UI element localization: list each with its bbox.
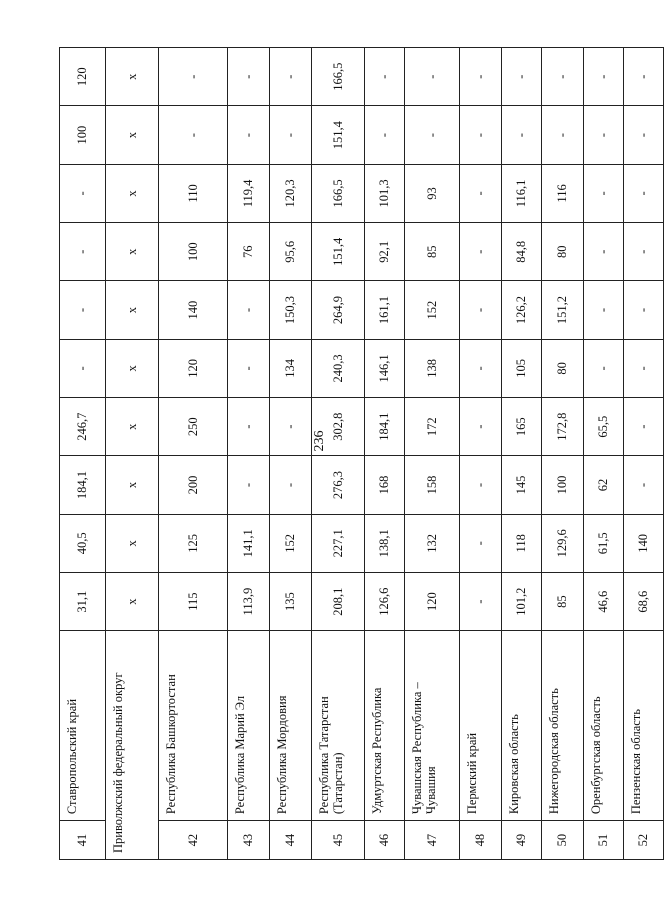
value-cell: 161,1 — [365, 281, 405, 339]
value-cell: - — [270, 106, 312, 164]
value-cell: - — [624, 223, 664, 281]
value-cell: 140 — [624, 514, 664, 572]
page-number: 236 — [312, 430, 327, 452]
value-cell: 129,6 — [542, 514, 584, 572]
region-name-cell: Удмуртская Республика — [365, 631, 405, 821]
value-cell: - — [624, 106, 664, 164]
table-body — [60, 48, 664, 860]
value-cell: 93 — [405, 164, 460, 222]
value-cell: - — [460, 48, 502, 106]
value-cell: х — [106, 48, 159, 106]
value-cell: 31,1 — [60, 572, 106, 630]
value-cell: - — [405, 106, 460, 164]
value-cell: - — [60, 339, 106, 397]
value-cell: - — [228, 281, 270, 339]
value-cell: - — [460, 164, 502, 222]
value-cell: 95,6 — [270, 223, 312, 281]
table-row — [106, 48, 159, 860]
value-cell: - — [624, 48, 664, 106]
table-row — [365, 48, 405, 860]
value-cell: 146,1 — [365, 339, 405, 397]
value-cell: - — [584, 164, 624, 222]
region-name-cell: Республика Марий Эл — [228, 631, 270, 821]
value-cell: - — [584, 339, 624, 397]
value-cell: 158 — [405, 456, 460, 514]
row-number-cell: 44 — [270, 821, 312, 860]
table-row — [405, 48, 460, 860]
value-cell: - — [624, 339, 664, 397]
value-cell: 115 — [159, 572, 228, 630]
row-number-cell: 52 — [624, 821, 664, 860]
value-cell: - — [502, 106, 542, 164]
value-cell: - — [460, 514, 502, 572]
value-cell: 166,5 — [312, 164, 365, 222]
value-cell: - — [542, 106, 584, 164]
value-cell: 40,5 — [60, 514, 106, 572]
region-name-cell: Кировская область — [502, 631, 542, 821]
value-cell: 276,3 — [312, 456, 365, 514]
value-cell: - — [60, 164, 106, 222]
value-cell: 172,8 — [542, 398, 584, 456]
value-cell: 168 — [365, 456, 405, 514]
table-row — [270, 48, 312, 860]
value-cell: 184,1 — [365, 398, 405, 456]
value-cell: - — [159, 48, 228, 106]
value-cell: 208,1 — [312, 572, 365, 630]
value-cell: х — [106, 223, 159, 281]
value-cell: - — [584, 223, 624, 281]
value-cell: 184,1 — [60, 456, 106, 514]
region-name-cell: Республика Мордовия — [270, 631, 312, 821]
row-number-cell: 46 — [365, 821, 405, 860]
value-cell: - — [502, 48, 542, 106]
value-cell: - — [460, 456, 502, 514]
value-cell: - — [460, 572, 502, 630]
value-cell: - — [460, 398, 502, 456]
value-cell: 132 — [405, 514, 460, 572]
value-cell: 76 — [228, 223, 270, 281]
region-name-cell: Ставропольский край — [60, 631, 106, 821]
value-cell: 92,1 — [365, 223, 405, 281]
value-cell: 138,1 — [365, 514, 405, 572]
table-row — [60, 48, 106, 860]
region-name-cell: Оренбургская область — [584, 631, 624, 821]
value-cell: 172 — [405, 398, 460, 456]
row-number-cell: 50 — [542, 821, 584, 860]
value-cell: 264,9 — [312, 281, 365, 339]
value-cell: 126,2 — [502, 281, 542, 339]
value-cell: 84,8 — [502, 223, 542, 281]
value-cell: 125 — [159, 514, 228, 572]
value-cell: 140 — [159, 281, 228, 339]
table-row — [502, 48, 542, 860]
value-cell: 240,3 — [312, 339, 365, 397]
value-cell: 118 — [502, 514, 542, 572]
row-number-cell: 47 — [405, 821, 460, 860]
row-number-cell: 41 — [60, 821, 106, 860]
value-cell: 65,5 — [584, 398, 624, 456]
value-cell: - — [624, 456, 664, 514]
value-cell: - — [159, 106, 228, 164]
row-number-cell: 51 — [584, 821, 624, 860]
value-cell: - — [228, 48, 270, 106]
value-cell: - — [584, 281, 624, 339]
value-cell: - — [270, 456, 312, 514]
row-number-cell: 43 — [228, 821, 270, 860]
value-cell: х — [106, 281, 159, 339]
table-row — [312, 48, 365, 860]
value-cell: - — [270, 398, 312, 456]
value-cell: 120 — [60, 48, 106, 106]
value-cell: - — [624, 398, 664, 456]
value-cell: 62 — [584, 456, 624, 514]
table-row — [542, 48, 584, 860]
value-cell: х — [106, 456, 159, 514]
value-cell: 145 — [502, 456, 542, 514]
value-cell: - — [365, 48, 405, 106]
table-row — [159, 48, 228, 860]
value-cell: 166,5 — [312, 48, 365, 106]
value-cell: 116 — [542, 164, 584, 222]
value-cell: 68,6 — [624, 572, 664, 630]
value-cell: 152 — [270, 514, 312, 572]
value-cell: 61,5 — [584, 514, 624, 572]
value-cell: 110 — [159, 164, 228, 222]
value-cell: 120,3 — [270, 164, 312, 222]
value-cell: - — [460, 339, 502, 397]
data-table — [59, 47, 664, 860]
region-name-cell: Чувашская Республика – Чувашия — [405, 631, 460, 821]
value-cell: - — [460, 106, 502, 164]
value-cell: х — [106, 106, 159, 164]
value-cell: - — [60, 223, 106, 281]
value-cell: 246,7 — [60, 398, 106, 456]
value-cell: 151,4 — [312, 223, 365, 281]
value-cell: - — [584, 106, 624, 164]
value-cell: 250 — [159, 398, 228, 456]
value-cell: 151,2 — [542, 281, 584, 339]
rotated-table-container — [59, 47, 651, 860]
table-row — [228, 48, 270, 860]
value-cell: 113,9 — [228, 572, 270, 630]
value-cell: 85 — [405, 223, 460, 281]
district-cell: Приволжский федеральный округ — [106, 631, 159, 860]
value-cell: 141,1 — [228, 514, 270, 572]
value-cell: - — [584, 48, 624, 106]
value-cell: 80 — [542, 223, 584, 281]
value-cell: 100 — [159, 223, 228, 281]
value-cell: - — [624, 164, 664, 222]
value-cell: 151,4 — [312, 106, 365, 164]
region-name-cell: Нижегородская область — [542, 631, 584, 821]
row-number-cell: 48 — [460, 821, 502, 860]
value-cell: 152 — [405, 281, 460, 339]
value-cell: - — [624, 281, 664, 339]
value-cell: 126,6 — [365, 572, 405, 630]
region-name-cell: Пензенская область — [624, 631, 664, 821]
value-cell: - — [405, 48, 460, 106]
value-cell: 227,1 — [312, 514, 365, 572]
value-cell: - — [542, 48, 584, 106]
value-cell: 100 — [60, 106, 106, 164]
value-cell: 302,8 — [312, 398, 365, 456]
value-cell: 150,3 — [270, 281, 312, 339]
value-cell: 120 — [405, 572, 460, 630]
table-row — [584, 48, 624, 860]
value-cell: 80 — [542, 339, 584, 397]
value-cell: 101,3 — [365, 164, 405, 222]
value-cell: 135 — [270, 572, 312, 630]
table-viewport — [59, 47, 651, 860]
value-cell: 116,1 — [502, 164, 542, 222]
value-cell: 200 — [159, 456, 228, 514]
table-row — [624, 48, 664, 860]
row-number-cell: 42 — [159, 821, 228, 860]
value-cell: 119,4 — [228, 164, 270, 222]
value-cell: х — [106, 572, 159, 630]
value-cell: 138 — [405, 339, 460, 397]
value-cell: 100 — [542, 456, 584, 514]
value-cell: - — [228, 339, 270, 397]
value-cell: 46,6 — [584, 572, 624, 630]
row-number-cell: 49 — [502, 821, 542, 860]
value-cell: - — [460, 281, 502, 339]
value-cell: 134 — [270, 339, 312, 397]
value-cell: - — [365, 106, 405, 164]
row-number-cell: 45 — [312, 821, 365, 860]
value-cell: - — [228, 456, 270, 514]
value-cell: 105 — [502, 339, 542, 397]
value-cell: х — [106, 514, 159, 572]
value-cell: х — [106, 339, 159, 397]
value-cell: - — [270, 48, 312, 106]
value-cell: х — [106, 398, 159, 456]
table-row — [460, 48, 502, 860]
value-cell: - — [60, 281, 106, 339]
region-name-cell: Республика Татарстан (Татарстан) — [312, 631, 365, 821]
value-cell: - — [228, 398, 270, 456]
value-cell: х — [106, 164, 159, 222]
region-name-cell: Пермский край — [460, 631, 502, 821]
value-cell: 165 — [502, 398, 542, 456]
value-cell: 101,2 — [502, 572, 542, 630]
value-cell: - — [228, 106, 270, 164]
value-cell: - — [460, 223, 502, 281]
value-cell: 120 — [159, 339, 228, 397]
region-name-cell: Республика Башкортостан — [159, 631, 228, 821]
value-cell: 85 — [542, 572, 584, 630]
